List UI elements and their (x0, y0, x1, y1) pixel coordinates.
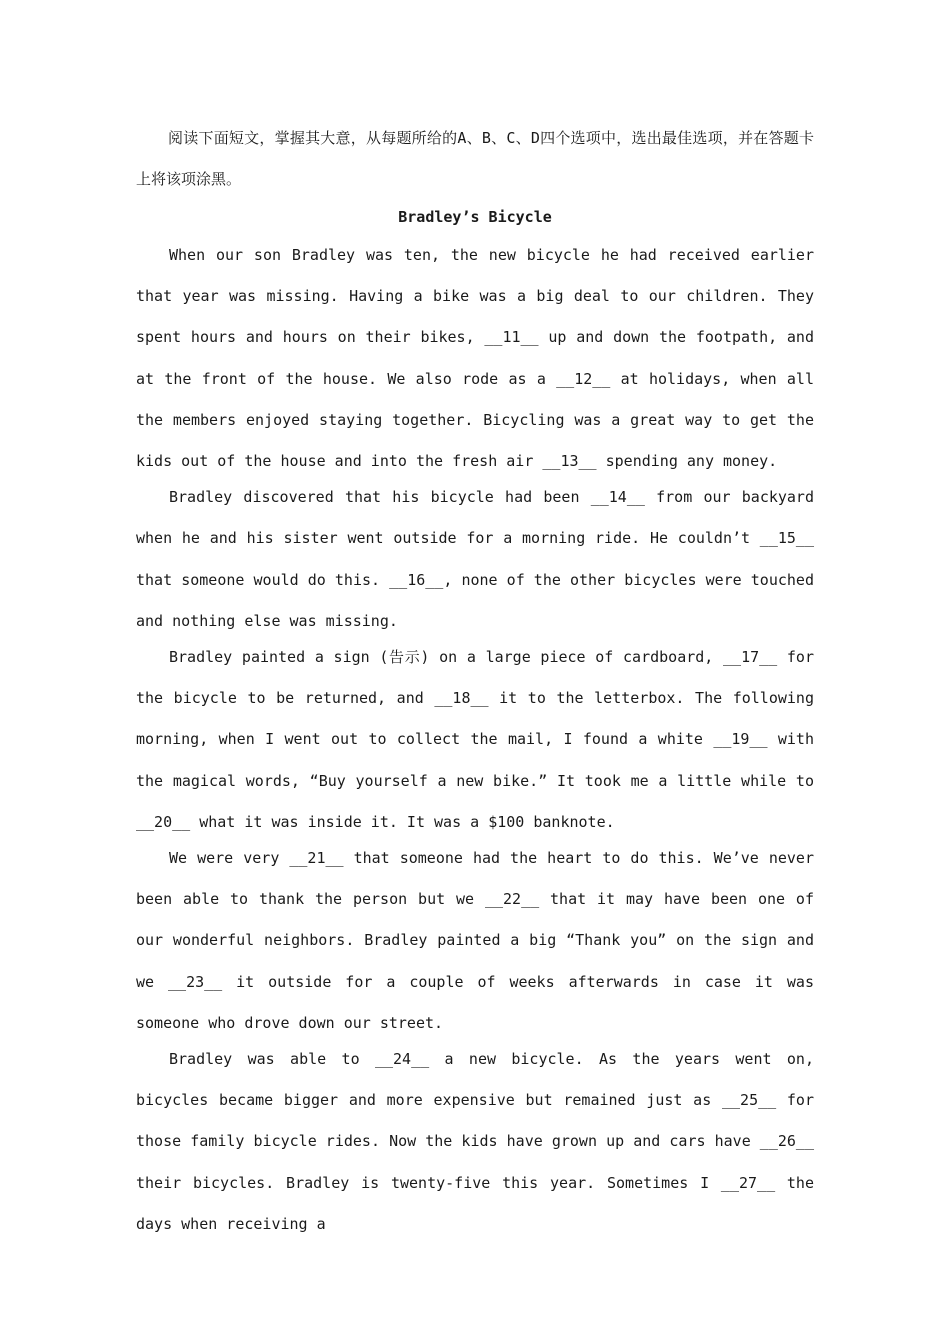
instructions-text: 阅读下面短文，掌握其大意，从每题所给的A、B、C、D四个选项中，选出最佳选项，并在答题卡上将该项涂黑。 (136, 129, 814, 188)
paragraph-2: Bradley discovered that his bicycle had been __14__ from our backyard when he and his sister went outside for a morning ride. He couldn’t __15__ that someone would do this. __16__, none of the other bicycles were touched and nothing else was missing. (136, 488, 814, 630)
paragraph-3: Bradley painted a sign (告示) on a large piece of cardboard, __17__ for the bicycle to be returned, and __18__ it to the letterbox. The following morning, when I went out to collect the mail, I found a white __19__ with the magical words, “Buy yourself a new bike.” It took me a little while to __20__ what it was inside it. It was a $100 banknote. (136, 648, 814, 831)
paragraph-4: We were very __21__ that someone had the heart to do this. We’ve never been able to thank the person but we __22__ that it may have been one of our wonderful neighbors. Bradley painted a big “Thank you” on the sign and we __23__ it outside for a couple of weeks afterwards in case it was someone who drove down our street. (136, 849, 814, 1032)
document-page (136, 118, 814, 1240)
paragraph-1: When our son Bradley was ten, the new bicycle he had received earlier that year was missing. Having a bike was a big deal to our children. They spent hours and hours on their bikes, __11__ up and down the footpath, and at the front of the house. We also rode as a __12__ at holidays, when all the members enjoyed staying together. Bicycling was a great way to get the kids out of the house and into the fresh air __13__ spending any money. (136, 246, 814, 471)
paragraph-5: Bradley was able to __24__ a new bicycle. As the years went on, bicycles became bigger and more expensive but remained just as __25__ for those family bicycle rides. Now the kids have grown up and cars have __26__ their bicycles. Bradley is twenty-five this year. Sometimes I __27__ the days when receiving a (136, 1050, 814, 1233)
passage-title: Bradley’s Bicycle (398, 208, 552, 226)
